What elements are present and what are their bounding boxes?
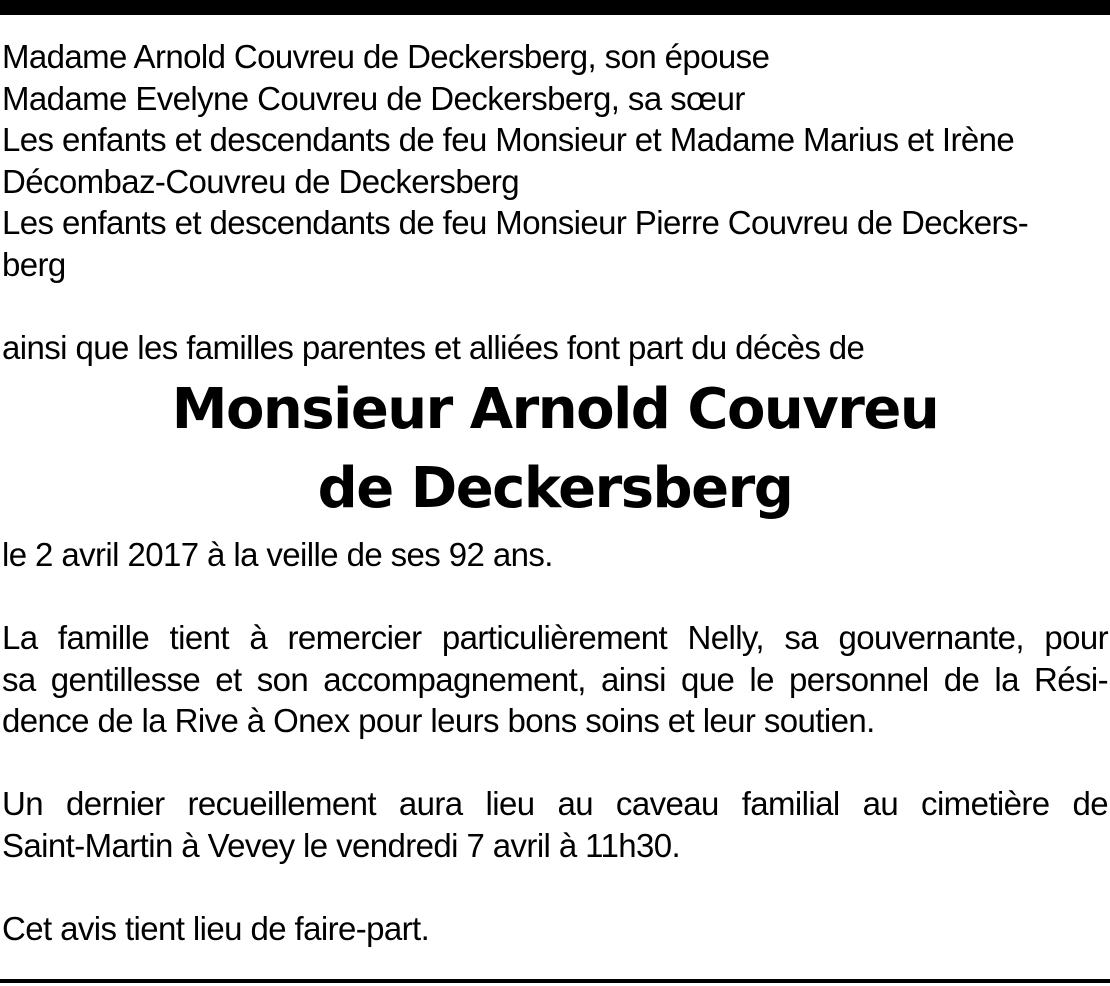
ceremony-paragraph — [2, 783, 1108, 866]
thanks-line: sa gentillesse et son accompagnement, ainsi que le personnel de la Rési- — [2, 660, 1108, 698]
date-of-death: le 2 avril 2017 à la veille de ses 92 ans. — [2, 536, 553, 573]
ceremony-line: Saint-Martin à Vevey le vendredi 7 avril à 11h30. — [2, 826, 681, 864]
deceased-name-line: Monsieur Arnold Couvreu — [171, 377, 939, 442]
thanks-line: dence de la Rive à Onex pour leurs bons soins et leur soutien. — [2, 702, 875, 739]
mourner-line: Les enfants et descendants de feu Monsieur et Madame Marius et Irène — [2, 121, 1015, 158]
paragraph-spacer — [2, 285, 1108, 327]
mourners-list — [2, 36, 1108, 285]
mourner-line: Décombaz-Couvreu de Deckersberg — [2, 162, 519, 200]
bottom-border-rule — [0, 979, 1110, 983]
paragraph-spacer — [2, 576, 1108, 618]
ceremony-line: Un dernier recueillement aura lieu au caveau familial au cimetière de — [2, 785, 1108, 822]
obituary-notice — [2, 36, 1108, 949]
deceased-name-line: de Deckersberg — [317, 456, 793, 521]
closing-text: Cet avis tient lieu de faire-part. — [2, 909, 430, 947]
top-border-rule — [0, 0, 1110, 15]
mourner-line: Madame Arnold Couvreu de Deckersberg, son épouse — [2, 38, 770, 75]
mourner-line: Les enfants et descendants de feu Monsieur Pierre Couvreu de Deckers- — [2, 204, 1029, 241]
paragraph-spacer — [2, 866, 1108, 908]
paragraph-spacer — [2, 742, 1108, 784]
thanks-paragraph — [2, 617, 1108, 742]
thanks-line: La famille tient à remercier particulièrement Nelly, sa gouvernante, pour — [2, 619, 1108, 656]
announcement-text: ainsi que les familles parentes et alliées font part du décès de — [2, 328, 865, 366]
mourner-line: Madame Evelyne Couvreu de Deckersberg, sa sœur — [2, 79, 745, 117]
deceased-name — [2, 370, 1108, 528]
mourner-line: berg — [2, 245, 66, 283]
